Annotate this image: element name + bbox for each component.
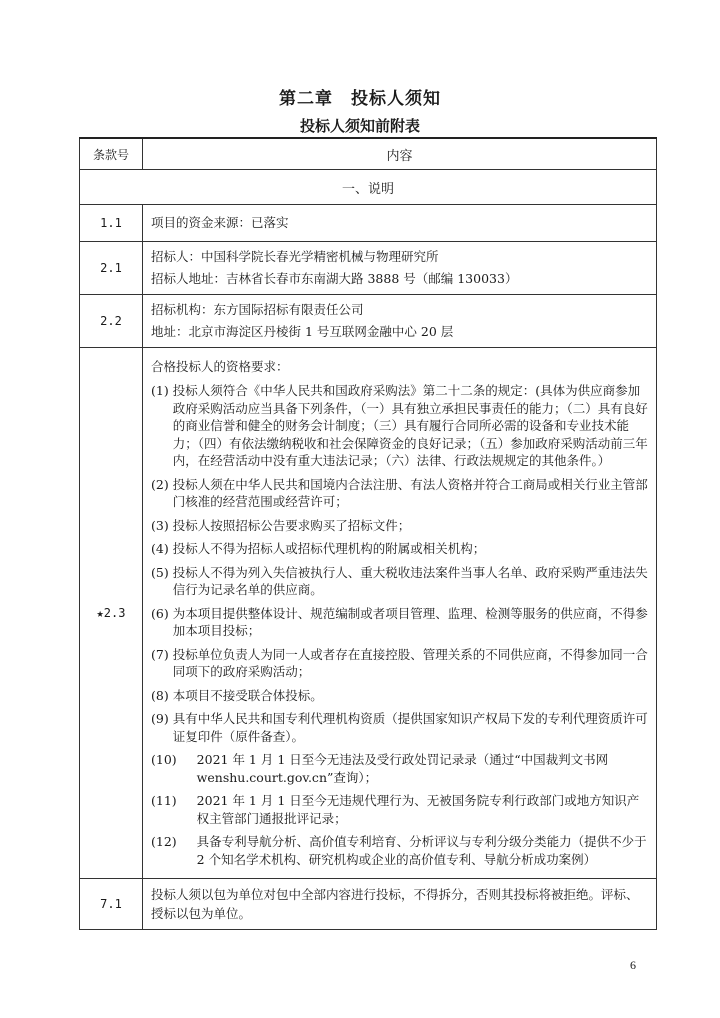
chapter-name: 投标人须知 [351,89,441,109]
list-item: (1) 投标人须符合《中华人民共和国政府采购法》第二十二条的规定：(具体为供应商参加政府采购活动应当具备下列条件，（一）具有独立承担民事责任的能力；（二）具有良好的商业信誉和健全的财务会计制度；（三）具有履行合同所必需的设备和专业技术能力；（四）有依法缴纳税收和社会保障资金的良好记录；（五）参加政府采购活动前三年内，在经营活动中没有重大违法记录；（六）法律、行政法规规定的其他条件。） [151,383,648,468]
table-header-row [80,138,657,170]
list-item: (12) 具备专利导航分析、高价值专利培育、分析评议与专利分级分类能力（提供不少于 2 个知名学术机构、研究机构或企业的高价值专利、导航分析成功案例） [151,834,647,867]
list-item: (6) 为本项目提供整体设计、规范编制或者项目管理、监理、检测等服务的供应商，不得参加本项目投标； [151,605,648,638]
list-item: (4) 投标人不得为招标人或招标代理机构的附属或相关机构； [151,541,486,556]
section-title: 一、说明 [80,170,657,205]
table-row [80,348,657,879]
list-item: (5) 投标人不得为列入失信被执行人、重大税收违法案件当事人名单、政府采购严重违法失信行为记录名单的供应商。 [151,564,648,597]
table-row [80,295,657,348]
clause-line: 项目的资金来源：已落实 [151,215,289,230]
page-number: 6 [630,958,636,972]
bidder-instructions-table [79,137,657,930]
table-title: 投标人须知前附表 [299,117,420,135]
clause-number: ★2.3 [80,348,143,879]
clause-content [143,242,657,295]
clause-number: 7.1 [80,879,143,930]
list-item: (3) 投标人按照招标公告要求购买了招标文件； [151,517,411,533]
list-item: (7) 投标单位负责人为同一人或者存在直接控股、管理关系的不同供应商，不得参加同一合同项下的政府采购活动； [151,646,648,679]
list-item: (10) 2021 年 1 月 1 日至今无违法及受行政处罚记录录（通过“中国裁判文书网 wenshu.court.gov.cn”查询）； [151,752,609,785]
clause-line: 招标人：中国科学院长春光学精密机械与物理研究所 [151,249,439,264]
chapter-title [0,84,720,109]
clause-number: 1.1 [80,205,143,242]
clause-content [143,205,657,242]
table-row [80,205,657,242]
clause-number: 2.2 [80,295,143,348]
table-row [80,879,657,930]
section-row [80,170,657,205]
list-item: (2) 投标人须在中华人民共和国境内合法注册、有法人资格并符合工商局或相关行业主管部门核准的经营范围或经营许可； [151,476,648,509]
header-clause-number: 条款号 [80,138,143,170]
clause-number: 2.1 [80,242,143,295]
list-item: (8) 本项目不接受联合体投标。 [151,687,323,703]
header-content: 内容 [143,138,657,170]
list-item: (9) 具有中华人民共和国专利代理机构资质（提供国家知识产权局下发的专利代理资质许可证复印件（原件备查）。 [151,711,648,744]
clause-content [143,295,657,348]
chapter-label: 第二章 [279,89,333,109]
qualification-content [143,348,657,879]
clause-line: 地址：北京市海淀区丹棱街 1 号互联网金融中心 20 层 [151,324,454,339]
list-item: (11) 2021 年 1 月 1 日至今无违规代理行为、无被国务院专利行政部门或地方知识产权主管部门通报批评记录； [151,793,640,826]
clause-content: 投标人须以包为单位对包中全部内容进行投标，不得拆分，否则其投标将被拒绝。评标、授标以包为单位。 [143,879,657,930]
clause-line: 招标人地址：吉林省长春市东南湖大路 3888 号（邮编 130033） [151,271,518,286]
clause-line: 招标机构：东方国际招标有限责任公司 [151,302,364,317]
table-row [80,242,657,295]
qualification-title: 合格投标人的资格要求： [151,359,289,374]
